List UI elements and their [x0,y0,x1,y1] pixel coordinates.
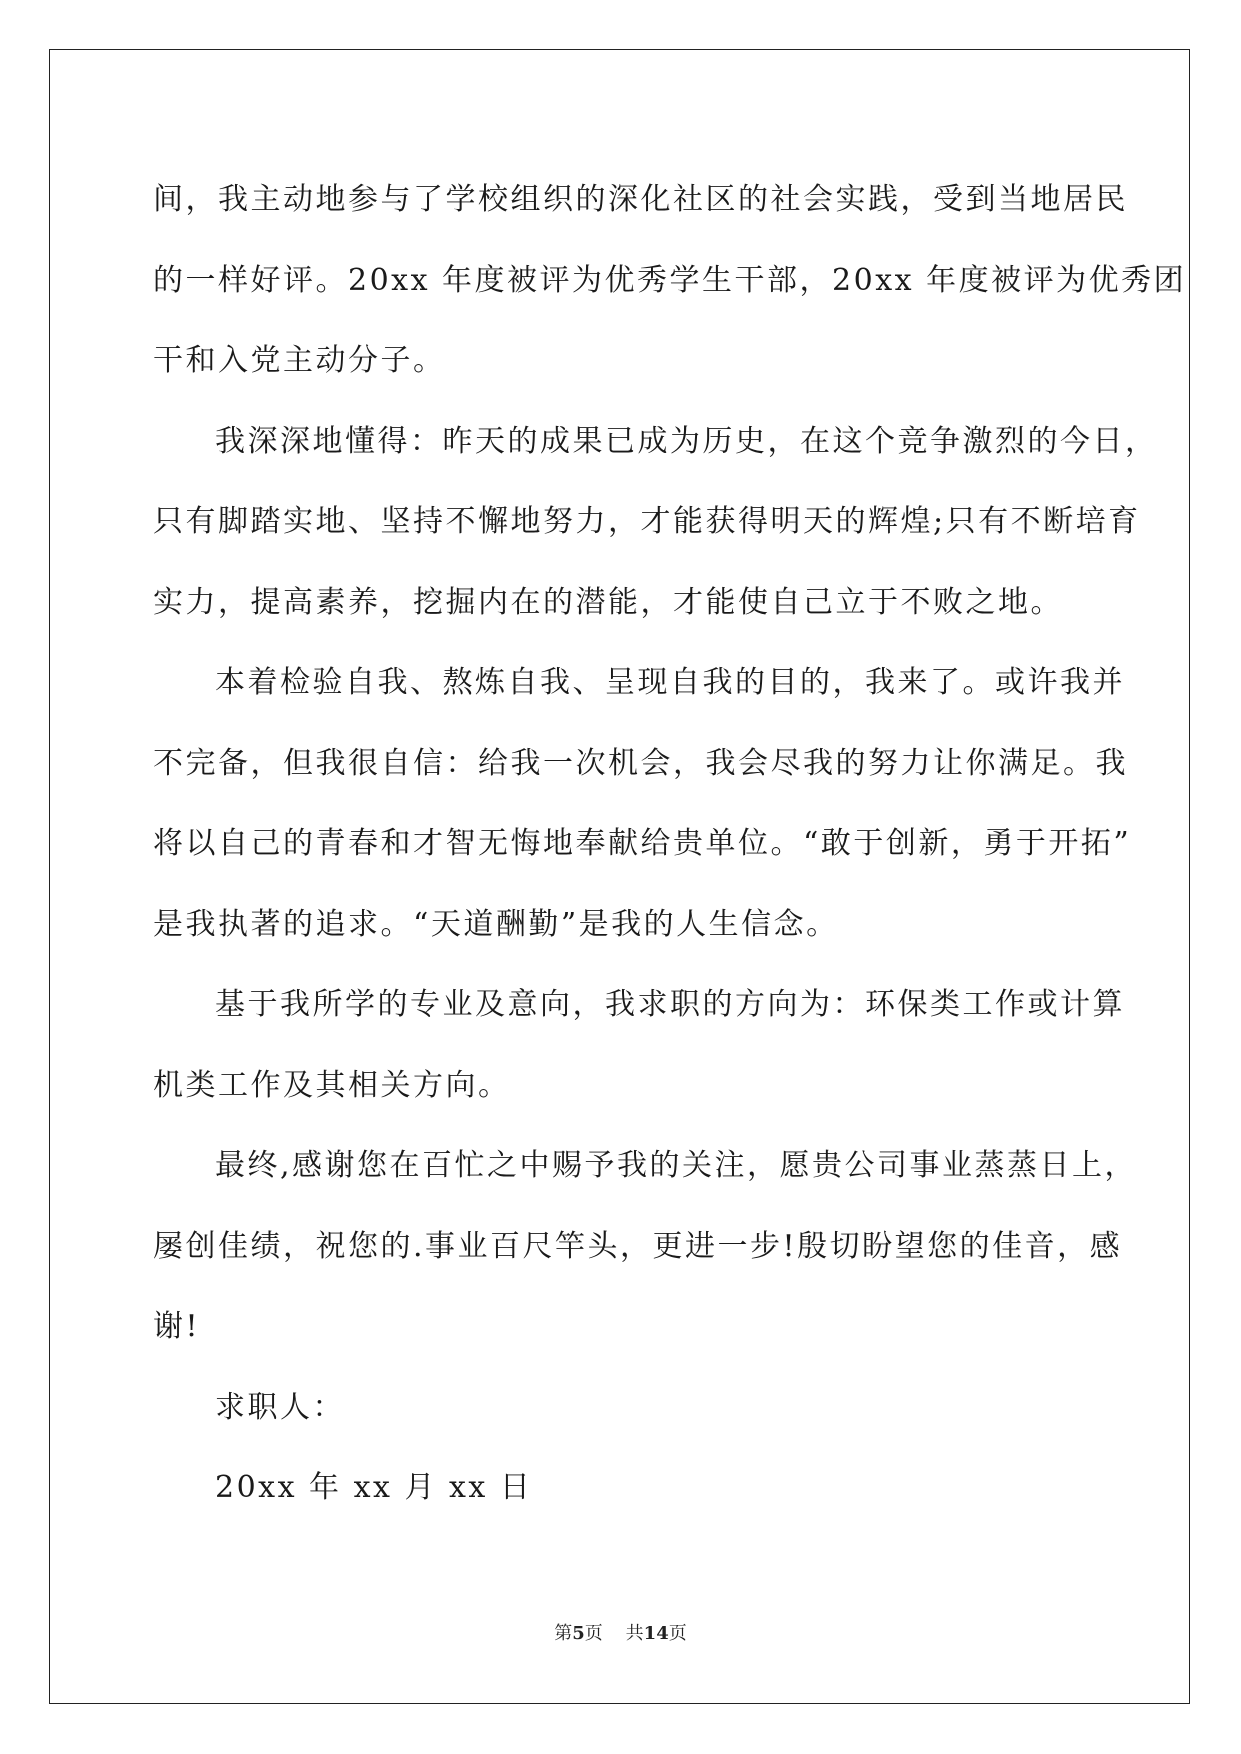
footer-page-unit: 页 [584,1623,603,1644]
text-line: 干和入党主动分子。 [153,343,446,378]
footer-prefix: 第 [554,1623,573,1644]
document-body [153,160,1187,1529]
paragraph-start-line: 我深深地懂得：昨天的成果已成为历史，在这个竞争激烈的今日， [215,423,1158,459]
signature-label: 求职人： [215,1389,345,1425]
date-line: 20xx 年 xx 月 xx 日 [215,1470,533,1505]
paragraph-start-line: 基于我所学的专业及意向，我求职的方向为：环保类工作或计算 [215,987,1125,1022]
text-line: 实力，提高素养，挖掘内在的潜能，才能使自己立于不败之地。 [153,584,1063,620]
text-line: 机类工作及其相关方向。 [153,1067,511,1103]
text-line: 将以自己的青春和才智无悔地奉献给贵单位。“敢于创新，勇于开拓” [153,826,1132,861]
text-line: 屡创佳绩，祝您的.事业百尺竿头，更进一步!殷切盼望您的佳音，感 [153,1228,1123,1264]
paragraph-start-line: 本着检验自我、熬炼自我、呈现自我的目的，我来了。或许我并 [215,665,1125,700]
footer-total-prefix: 共 [625,1623,644,1644]
page-number-footer [0,1619,1241,1645]
text-line: 谢! [153,1309,201,1344]
text-line: 的一样好评。20xx 年度被评为优秀学生干部，20xx 年度被评为优秀团 [153,262,1187,298]
text-line: 是我执著的追求。“天道酬勤”是我的人生信念。 [153,906,839,942]
footer-total-unit: 页 [668,1623,687,1644]
total-page-count: 14 [643,1623,669,1644]
current-page-number: 5 [572,1623,585,1644]
text-line: 只有脚踏实地、坚持不懈地努力，才能获得明天的辉煌;只有不断培育 [153,504,1141,539]
text-line: 不完备，但我很自信：给我一次机会，我会尽我的努力让你满足。我 [153,745,1128,781]
paragraph-start-line: 最终,感谢您在百忙之中赐予我的关注，愿贵公司事业蒸蒸日上， [215,1148,1138,1183]
text-line: 间，我主动地参与了学校组织的深化社区的社会实践，受到当地居民 [153,182,1128,217]
